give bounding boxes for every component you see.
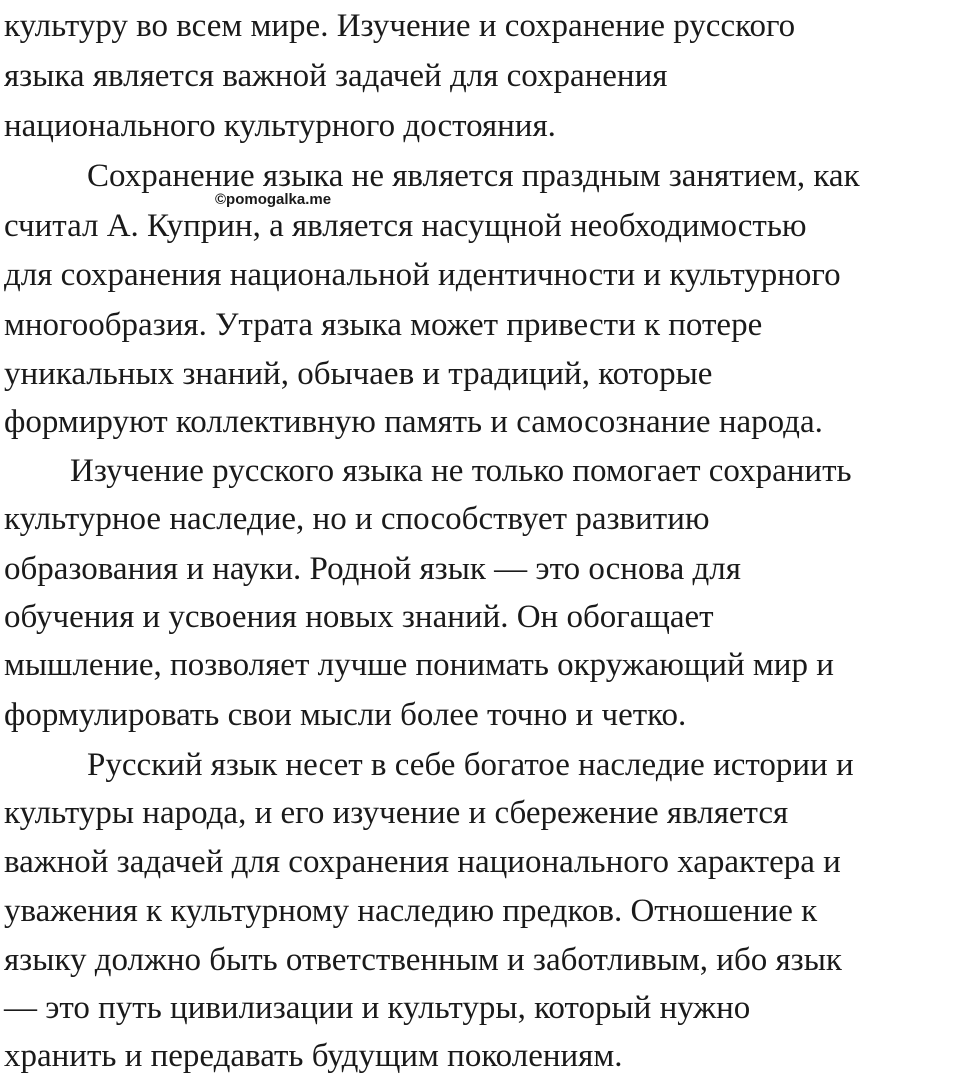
text-line: языка является важной задачей для сохранения (4, 58, 668, 94)
watermark: ©pomogalka.me (215, 191, 332, 208)
text-line: для сохранения национальной идентичности и культурного (4, 257, 841, 293)
paragraph-4-first-line: Русский язык несет в себе богатое наследие истории и (87, 747, 854, 783)
paragraph-3-first-line: Изучение русского языка не только помогает сохранить (70, 453, 852, 489)
text-line: многообразия. Утрата языка может привести к потере (4, 307, 763, 343)
text-line: уникальных знаний, обычаев и традиций, которые (4, 356, 713, 392)
text-line: культуры народа, и его изучение и сбережение является (4, 795, 789, 831)
text-line: хранить и передавать будущим поколениям. (4, 1038, 623, 1074)
text-line: важной задачей для сохранения национального характера и (4, 844, 841, 880)
text-line: — это путь цивилизации и культуры, который нужно (4, 990, 751, 1026)
text-line: языку должно быть ответственным и заботливым, ибо язык (4, 942, 842, 978)
text-line: образования и науки. Родной язык — это основа для (4, 551, 741, 587)
text-line: мышление, позволяет лучше понимать окружающий мир и (4, 647, 834, 683)
text-line: обучения и усвоения новых знаний. Он обогащает (4, 599, 714, 635)
text-line: формулировать свои мысли более точно и четко. (4, 697, 687, 733)
text-line: национального культурного достояния. (4, 108, 556, 144)
text-line: культуру во всем мире. Изучение и сохранение русского (4, 8, 796, 44)
text-line: формируют коллективную память и самосознание народа. (4, 404, 823, 440)
text-line: культурное наследие, но и способствует развитию (4, 501, 710, 537)
text-line: уважения к культурному наследию предков. Отношение к (4, 893, 818, 929)
paragraph-2-first-line: Сохранение языка не является праздным занятием, как (87, 158, 860, 194)
text-line: считал А. Куприн, а является насущной необходимостью (4, 208, 807, 244)
